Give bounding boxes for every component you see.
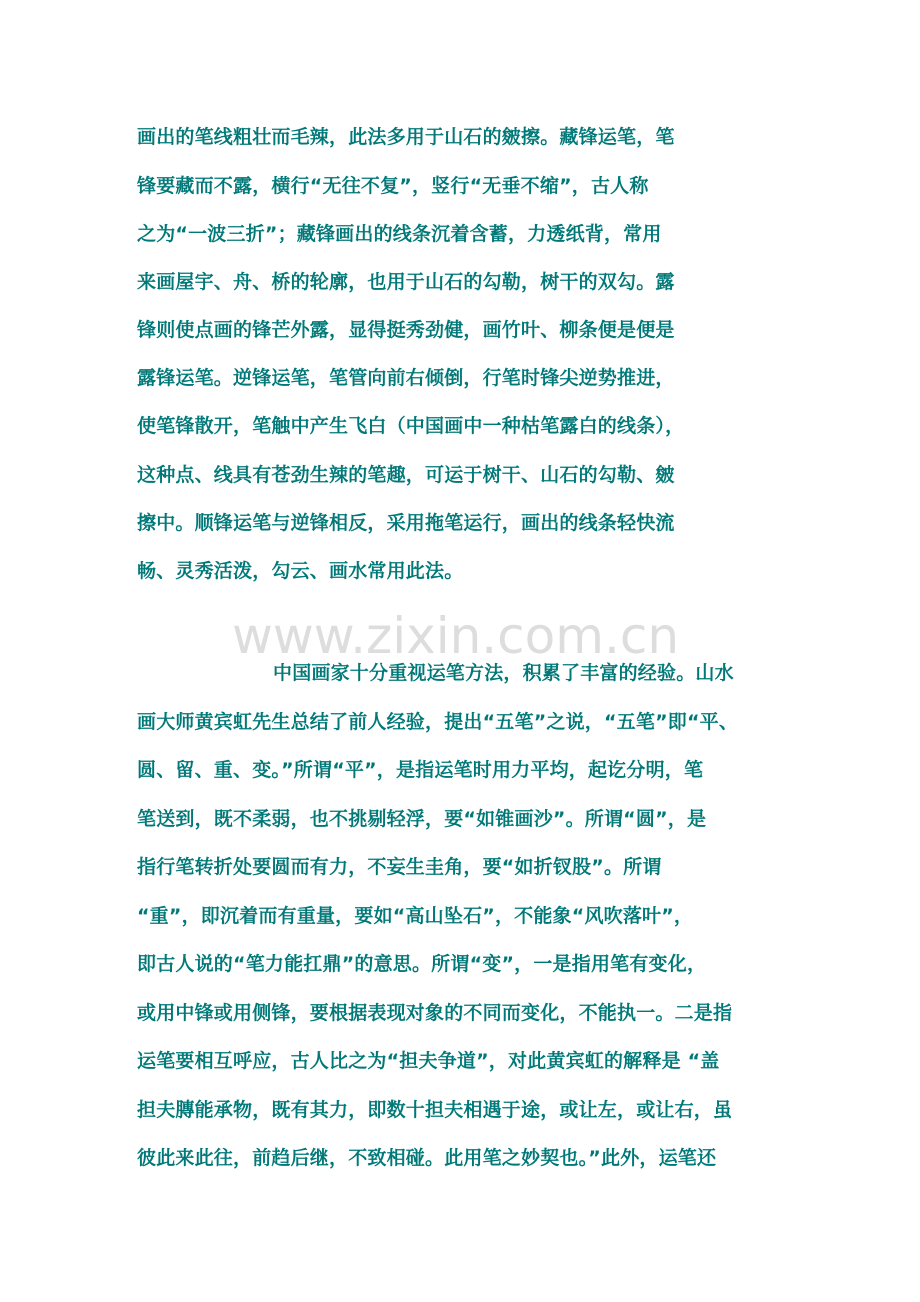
watermark: www.zixin.com.cn: [232, 607, 680, 665]
paragraph-line: 或用中锋或用侧锋，要根据表现对象的不同而变化，不能执一。二是指: [137, 1002, 733, 1024]
paragraph-line: 画大师黄宾虹先生总结了前人经验，提出“五笔”之说，“五笔”即“平、: [137, 711, 739, 733]
paragraph-line: 彼此来此往，前趋后继，不致相碰。此用笔之妙契也。”此外，运笔还: [137, 1147, 717, 1169]
paragraph-line: 中国画家十分重视运笔方法，积累了丰富的经验。山水: [273, 662, 734, 684]
paragraph-line: 运笔要相互呼应，古人比之为“担夫争道”，对此黄宾虹的解释是 “盖: [137, 1050, 720, 1072]
paragraph-line: 之为“一波三折”；藏锋画出的线条沉着含蓄，力透纸背，常用: [137, 223, 662, 245]
paragraph-line: 来画屋宇、舟、桥的轮廓，也用于山石的勾勒，树干的双勾。露: [137, 271, 675, 293]
paragraph-line: 擦中。顺锋运笔与逆锋相反，采用拖笔运行，画出的线条轻快流: [137, 512, 675, 534]
paragraph-line: 使笔锋散开，笔触中产生飞白（中国画中一种枯笔露白的线条），: [137, 415, 685, 437]
paragraph-line: 担夫膞能承物，既有其力，即数十担夫相遇于途，或让左，或让右，虽: [137, 1099, 733, 1121]
paragraph-line: 锋要藏而不露，横行“无往不复”，竖行“无垂不缩”，古人称: [137, 175, 649, 197]
paragraph-line: 这种点、线具有苍劲生辣的笔趣，可运于树干、山石的勾勒、皴: [137, 464, 675, 486]
paragraph-line: 锋则使点画的锋芒外露，显得挺秀劲健，画竹叶、柳条便是便是: [137, 319, 675, 341]
paragraph-line: 露锋运笔。逆锋运笔，笔管向前右倾倒，行笔时锋尖逆势推进，: [137, 367, 675, 389]
paragraph-line: 即古人说的“笔力能扛鼎”的意思。所谓“变”，一是指用笔有变化，: [137, 953, 707, 975]
paragraph-line: 圆、留、重、变。”所谓“平”，是指运笔时用力平均，起讫分明，笔: [137, 759, 704, 781]
paragraph-line: 画出的笔线粗壮而毛辣，此法多用于山石的皴擦。藏锋运笔，笔: [137, 126, 675, 148]
paragraph-line: “重”，即沉着而有重量，要如“高山坠石”，不能象“风吹落叶”，: [137, 905, 694, 927]
paragraph-line: 笔送到，既不柔弱，也不挑剔轻浮，要“如锥画沙”。所谓“圆”，是: [137, 808, 707, 830]
paragraph-line: 畅、灵秀活泼，勾云、画水常用此法。: [137, 560, 464, 582]
paragraph-line: 指行笔转折处要圆而有力，不妄生圭角，要“如折钗股”。所谓: [137, 856, 662, 878]
